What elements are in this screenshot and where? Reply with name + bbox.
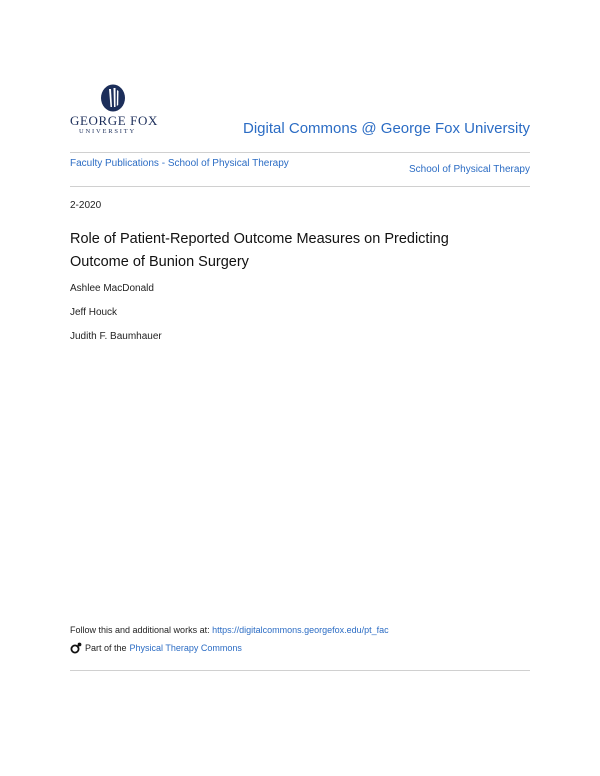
george-fox-logo[interactable] xyxy=(70,84,160,136)
george-fox-torch-icon xyxy=(100,84,126,112)
logo-name: GEORGE FOX xyxy=(70,113,158,128)
publication-date: 2-2020 xyxy=(70,200,102,211)
follow-text: Follow this and additional works at: xyxy=(70,625,213,635)
article-title: Role of Patient-Reported Outcome Measures on Predicting Outcome of Bunion Surgery xyxy=(70,231,449,270)
author-name: Ashlee MacDonald xyxy=(70,283,154,294)
commons-link[interactable]: Physical Therapy Commons xyxy=(129,643,242,653)
part-of-text: Part of the xyxy=(85,643,127,653)
divider xyxy=(70,152,530,153)
author-name: Jeff Houck xyxy=(70,307,118,318)
follow-line xyxy=(70,625,389,635)
logo-subname: UNIVERSITY xyxy=(79,128,136,135)
part-of-line xyxy=(70,642,242,654)
author-name: Judith F. Baumhauer xyxy=(70,331,162,342)
follow-link[interactable]: https://digitalcommons.georgefox.edu/pt_fac xyxy=(212,625,389,635)
collection-link-school[interactable]: School of Physical Therapy xyxy=(409,164,530,175)
network-commons-icon xyxy=(70,642,82,654)
collection-link-faculty-publications[interactable]: Faculty Publications - School of Physical Therapy xyxy=(70,158,289,169)
divider xyxy=(70,670,530,671)
repository-title-link[interactable]: Digital Commons @ George Fox University xyxy=(243,120,530,137)
divider xyxy=(70,186,530,187)
